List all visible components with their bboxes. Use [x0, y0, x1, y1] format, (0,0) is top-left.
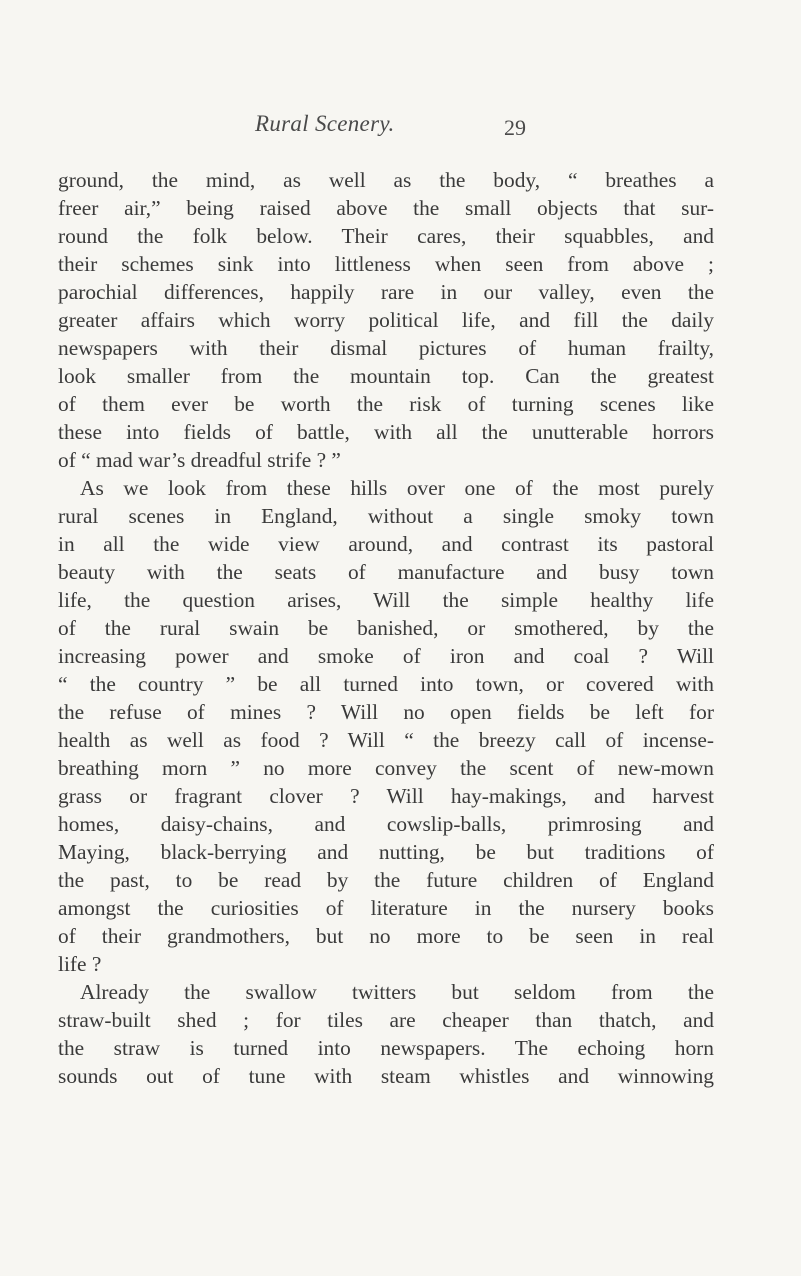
text-line: sounds out of tune with steam whistles and winnowing: [58, 1064, 714, 1088]
text-line: round the folk below. Their cares, their squabbles, and: [58, 224, 714, 248]
text-line: Already the swallow twitters but seldom from the: [80, 980, 714, 1004]
text-line: breathing morn ” no more convey the scent of new-mown: [58, 756, 714, 780]
text-line: in all the wide view around, and contrast its pastoral: [58, 532, 714, 556]
text-line: beauty with the seats of manufacture and busy town: [58, 560, 714, 584]
text-line: life, the question arises, Will the simple healthy life: [58, 588, 714, 612]
running-title: Rural Scenery.: [255, 111, 395, 136]
text-line: look smaller from the mountain top. Can the greatest: [58, 364, 714, 388]
text-line: newspapers with their dismal pictures of human frailty,: [58, 336, 714, 360]
text-line: As we look from these hills over one of the most purely: [80, 476, 714, 500]
text-line: grass or fragrant clover ? Will hay-makings, and harvest: [58, 784, 714, 808]
text-line: amongst the curiosities of literature in the nursery books: [58, 896, 714, 920]
text-line: of the rural swain be banished, or smothered, by the: [58, 616, 714, 640]
text-line: freer air,” being raised above the small objects that sur-: [58, 196, 714, 220]
text-line: of them ever be worth the risk of turning scenes like: [58, 392, 714, 416]
text-line: of “ mad war’s dreadful strife ? ”: [58, 448, 341, 472]
text-line: their schemes sink into littleness when seen from above ;: [58, 252, 714, 276]
text-line: these into fields of battle, with all the unutterable horrors: [58, 420, 714, 444]
body-text: [58, 166, 714, 1090]
text-line: Maying, black-berrying and nutting, be but traditions of: [58, 840, 714, 864]
text-line: the refuse of mines ? Will no open fields be left for: [58, 700, 714, 724]
text-line: life ?: [58, 952, 102, 976]
text-line: ground, the mind, as well as the body, “ breathes a: [58, 168, 714, 192]
text-line: health as well as food ? Will “ the breezy call of incense-: [58, 728, 714, 752]
text-line: straw-built shed ; for tiles are cheaper than thatch, and: [58, 1008, 714, 1032]
text-line: homes, daisy-chains, and cowslip-balls, primrosing and: [58, 812, 714, 836]
page-number: 29: [504, 115, 526, 140]
text-line: parochial differences, happily rare in our valley, even the: [58, 280, 714, 304]
text-line: rural scenes in England, without a single smoky town: [58, 504, 714, 528]
text-line: increasing power and smoke of iron and coal ? Will: [58, 644, 714, 668]
text-line: the straw is turned into newspapers. The echoing horn: [58, 1036, 714, 1060]
text-line: of their grandmothers, but no more to be seen in real: [58, 924, 714, 948]
text-line: the past, to be read by the future children of England: [58, 868, 714, 892]
text-line: greater affairs which worry political life, and fill the daily: [58, 308, 714, 332]
running-head: [0, 111, 801, 141]
text-line: “ the country ” be all turned into town, or covered with: [58, 672, 714, 696]
